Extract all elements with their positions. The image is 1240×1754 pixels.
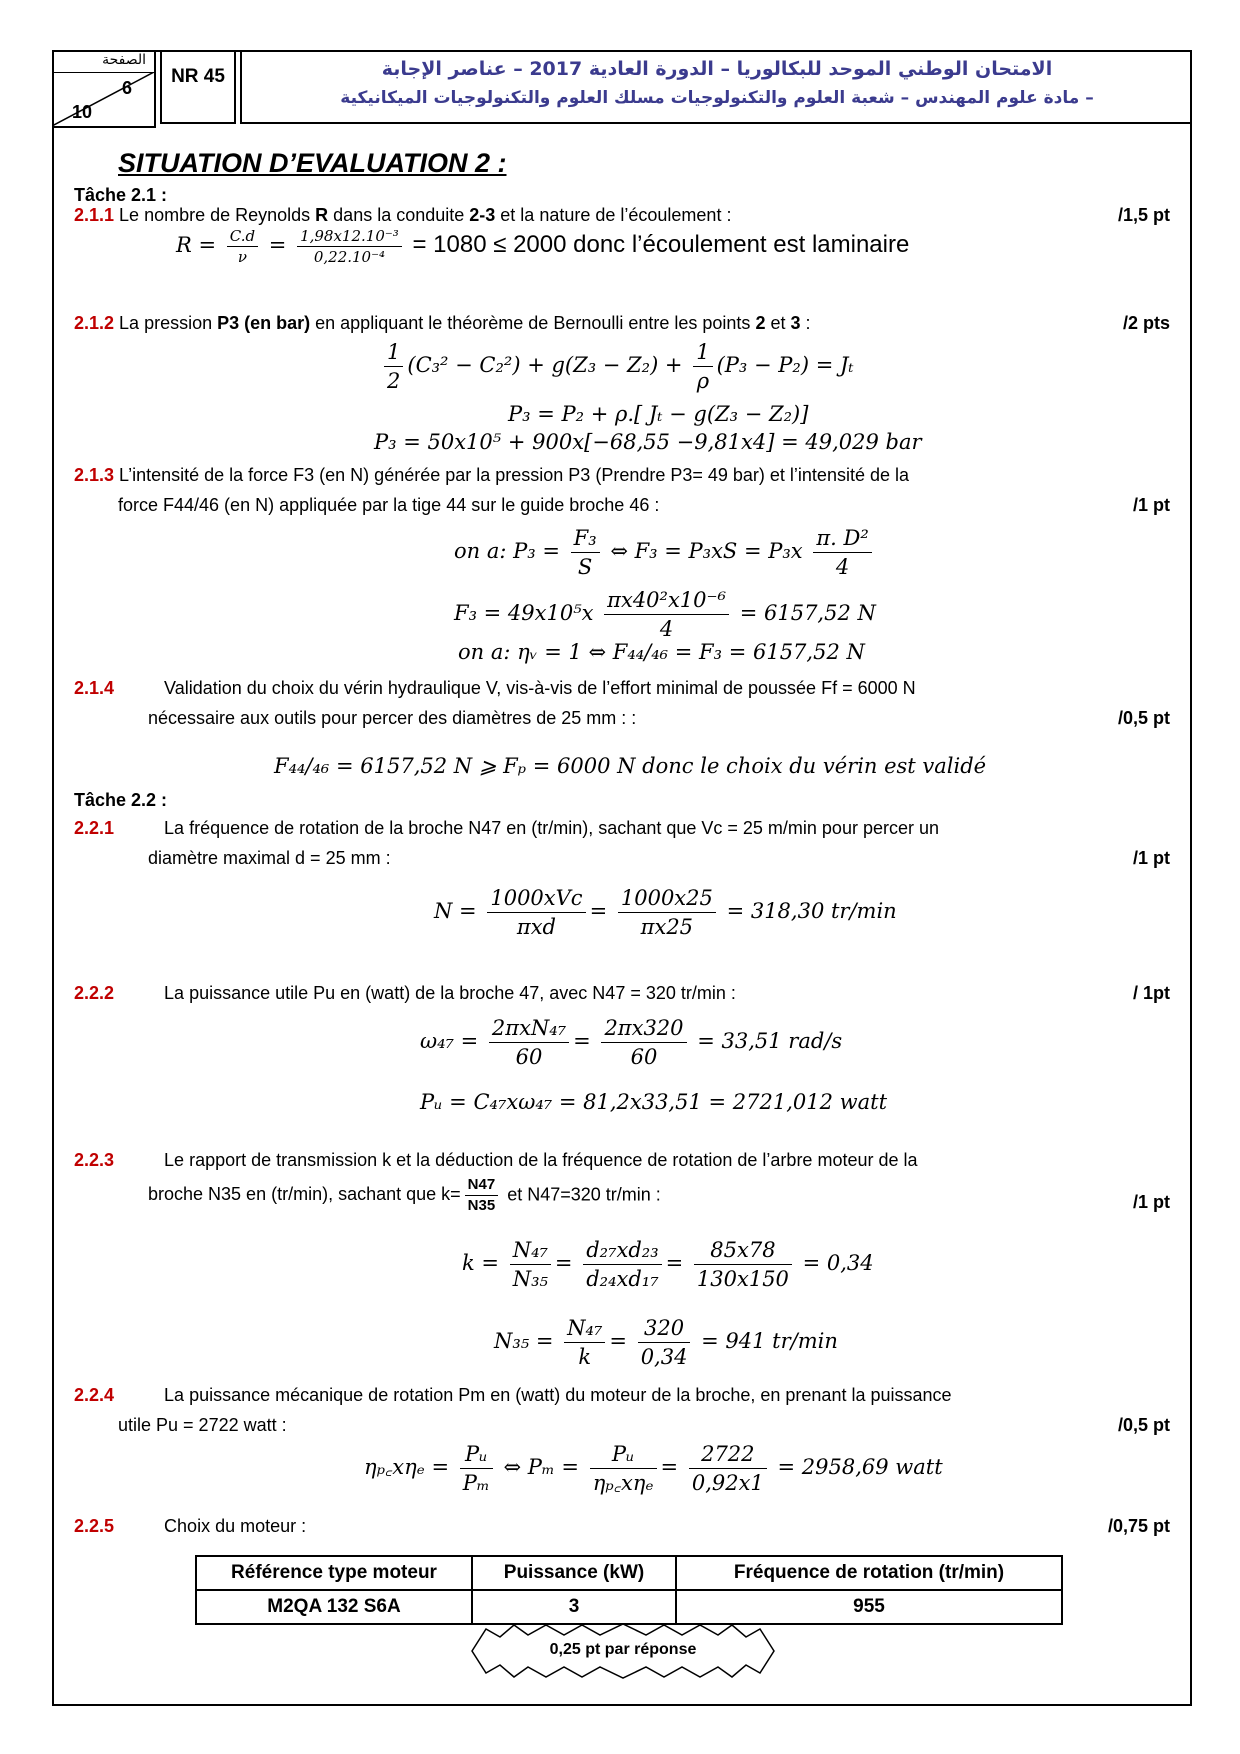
equation-p3-formula: P₃ = P₂ + ρ.[ Jₜ − g(Z₃ − Z₂)] — [508, 402, 809, 426]
question-2-1-3: 2.1.3 L’intensité de la force F3 (en N) générée par la pression P3 (Prendre P3= 49 bar) et l’intensité de la force F44/46 (en N) appliquée par la tige 44 sur le guide broche 46 : /1 pt — [74, 460, 1170, 520]
equation-ratio-k: k = $\frac{\text{N₄₇}}{\text{N₃₅}}$ = $\frac{\text{d₂₇xd₂₃}}{\text{d₂₄xd₁₇}}$ = $\frac{85x78}{130x150}$ = 0,34 — [462, 1238, 874, 1291]
header-title-line1: الامتحان الوطني الموحد للبكالوريا – الدورة العادية 2017 – عناصر الإجابة — [381, 58, 1053, 80]
question-2-1-1: 2.1.1 Le nombre de Reynolds R dans la conduite 2-3 et la nature de l’écoulement : /1,5 pt — [74, 200, 1170, 230]
equation-bernoulli: $\frac{1}{2}$ (C₃² − C₂²) + g(Z₃ − Z₂) + $\frac{1}{\rho}$ (P₃ − P₂) = Jₜ — [380, 338, 854, 395]
points: /1 pt — [1132, 1192, 1170, 1212]
task-2-1-title: Tâche 2.1 : — [74, 185, 168, 205]
page-total: 10 — [72, 102, 93, 122]
points: / 1pt — [1132, 983, 1170, 1003]
points: /1 pt — [1132, 495, 1170, 515]
table-header-row — [196, 1556, 1062, 1590]
question-2-2-5: 2.2.5 Choix du moteur : /0,75 pt — [74, 1511, 1170, 1541]
task-2-2-title: Tâche 2.2 : — [74, 790, 168, 810]
points-badge-text: 0,25 pt par réponse — [549, 1641, 697, 1658]
table-row — [196, 1590, 1062, 1624]
question-2-1-4: 2.1.4 Validation du choix du vérin hydraulique V, vis-à-vis de l’effort minimal de poussée Ff = 6000 N nécessaire aux outils pour percer des diamètres de 25 mm : : /0,5 pt — [74, 673, 1170, 733]
page-number: 6 — [122, 78, 133, 98]
equation-reynolds: R = $\frac{C.d}{\nu}$ = $\frac{\text{1,98x12.10⁻³}}{\text{0,22.10⁻⁴}}$ = 1080 ≤ 2000 donc l’écoulement est laminaire — [176, 227, 910, 266]
points: /1 pt — [1132, 848, 1170, 868]
equation-validation: F₄₄/₄₆ = 6157,52 N ⩾ Fₚ = 6000 N donc le choix du vérin est validé — [274, 754, 987, 778]
question-2-2-4: 2.2.4 La puissance mécanique de rotation Pm en (watt) du moteur de la broche, en prenant la puissance utile Pu = 2722 watt : /0,5 pt — [74, 1380, 1170, 1440]
equation-power-pm: ηₚ꜀xηₑ = $\frac{\text{Pᵤ}}{\text{Pₘ}}$ ⇔ Pₘ = Pᵤ ηₚ꜀xηₑ = $\frac{2722}{0,92x1}$ = 2958,69 watt — [364, 1442, 943, 1495]
exam-code: NR 45 — [160, 50, 236, 124]
points: /0,5 pt — [1117, 1415, 1170, 1435]
page-label: الصفحة — [102, 52, 146, 68]
question-2-2-2: 2.2.2 La puissance utile Pu en (watt) de la broche 47, avec N47 = 320 tr/min : / 1pt — [74, 978, 1170, 1008]
equation-power-pu: Pᵤ = C₄₇xω₄₇ = 81,2x33,51 = 2721,012 watt — [420, 1090, 888, 1114]
points: /1,5 pt — [1117, 205, 1170, 225]
table-header: Référence type moteur — [196, 1556, 472, 1590]
table-header: Puissance (kW) — [472, 1556, 676, 1590]
exam-header-title — [240, 50, 1192, 124]
equation-f3-value: F₃ = 49x10⁵x $\frac{\text{πx40²x10⁻⁶}}{4}$ = 6157,52 N — [454, 588, 876, 641]
motor-choice-table — [195, 1555, 1063, 1625]
table-header: Fréquence de rotation (tr/min) — [676, 1556, 1062, 1590]
page-number-box — [52, 50, 156, 128]
equation-f44-46: on a: ηᵥ = 1 ⇔ F₄₄/₄₆ = F₃ = 6157,52 N — [458, 640, 865, 664]
header-title-line2: – مادة علوم المهندس – شعبة العلوم والتكنولوجيات مسلك العلوم والتكنولوجيات الميكانيكية — [340, 88, 1094, 108]
table-cell: 955 — [676, 1590, 1062, 1624]
equation-rotation-n: N = 1000xVc πxd = $\frac{1000x25}{\pi x25}$ = 318,30 tr/min — [434, 886, 897, 939]
table-cell: 3 — [472, 1590, 676, 1624]
equation-p3-value: P₃ = 50x10⁵ + 900x[−68,55 −9,81x4] = 49,029 bar — [374, 430, 922, 454]
question-2-2-3: 2.2.3 Le rapport de transmission k et la déduction de la fréquence de rotation de l’arbre moteur de la broche N35 en (tr/min), sachant que k= $\frac{N47}{N35}$ et N47=320 tr/min : /1 pt — [74, 1145, 1170, 1216]
question-2-1-2: 2.1.2 La pression P3 (en bar) en appliquant le théorème de Bernoulli entre les points 2 et 3 : /2 pts — [74, 308, 1170, 338]
equation-omega: ω₄₇ = 2πxN₄₇ 60 = $\frac{2\pi x320}{60}$ = 33,51 rad/s — [420, 1016, 843, 1069]
points: /0,75 pt — [1107, 1516, 1170, 1536]
points: /0,5 pt — [1117, 708, 1170, 728]
points: /2 pts — [1122, 313, 1170, 333]
equation-n35: N₃₅ = $\frac{\text{N₄₇}}{k}$ = $\frac{320}{0,34}$ = 941 tr/min — [494, 1316, 838, 1369]
equation-force-f3: on a: P₃ = $\frac{\text{F₃}}{S}$ ⇔ F₃ = P₃xS = P₃x $\frac{\text{π. D²}}{4}$ — [454, 524, 876, 581]
question-2-2-1: 2.2.1 La fréquence de rotation de la broche N47 en (tr/min), sachant que Vc = 25 m/min pour percer un diamètre maximal d = 25 mm : /1 pt — [74, 813, 1170, 873]
section-title: SITUATION D’EVALUATION 2 : — [118, 148, 507, 178]
table-cell: M2QA 132 S6A — [196, 1590, 472, 1624]
